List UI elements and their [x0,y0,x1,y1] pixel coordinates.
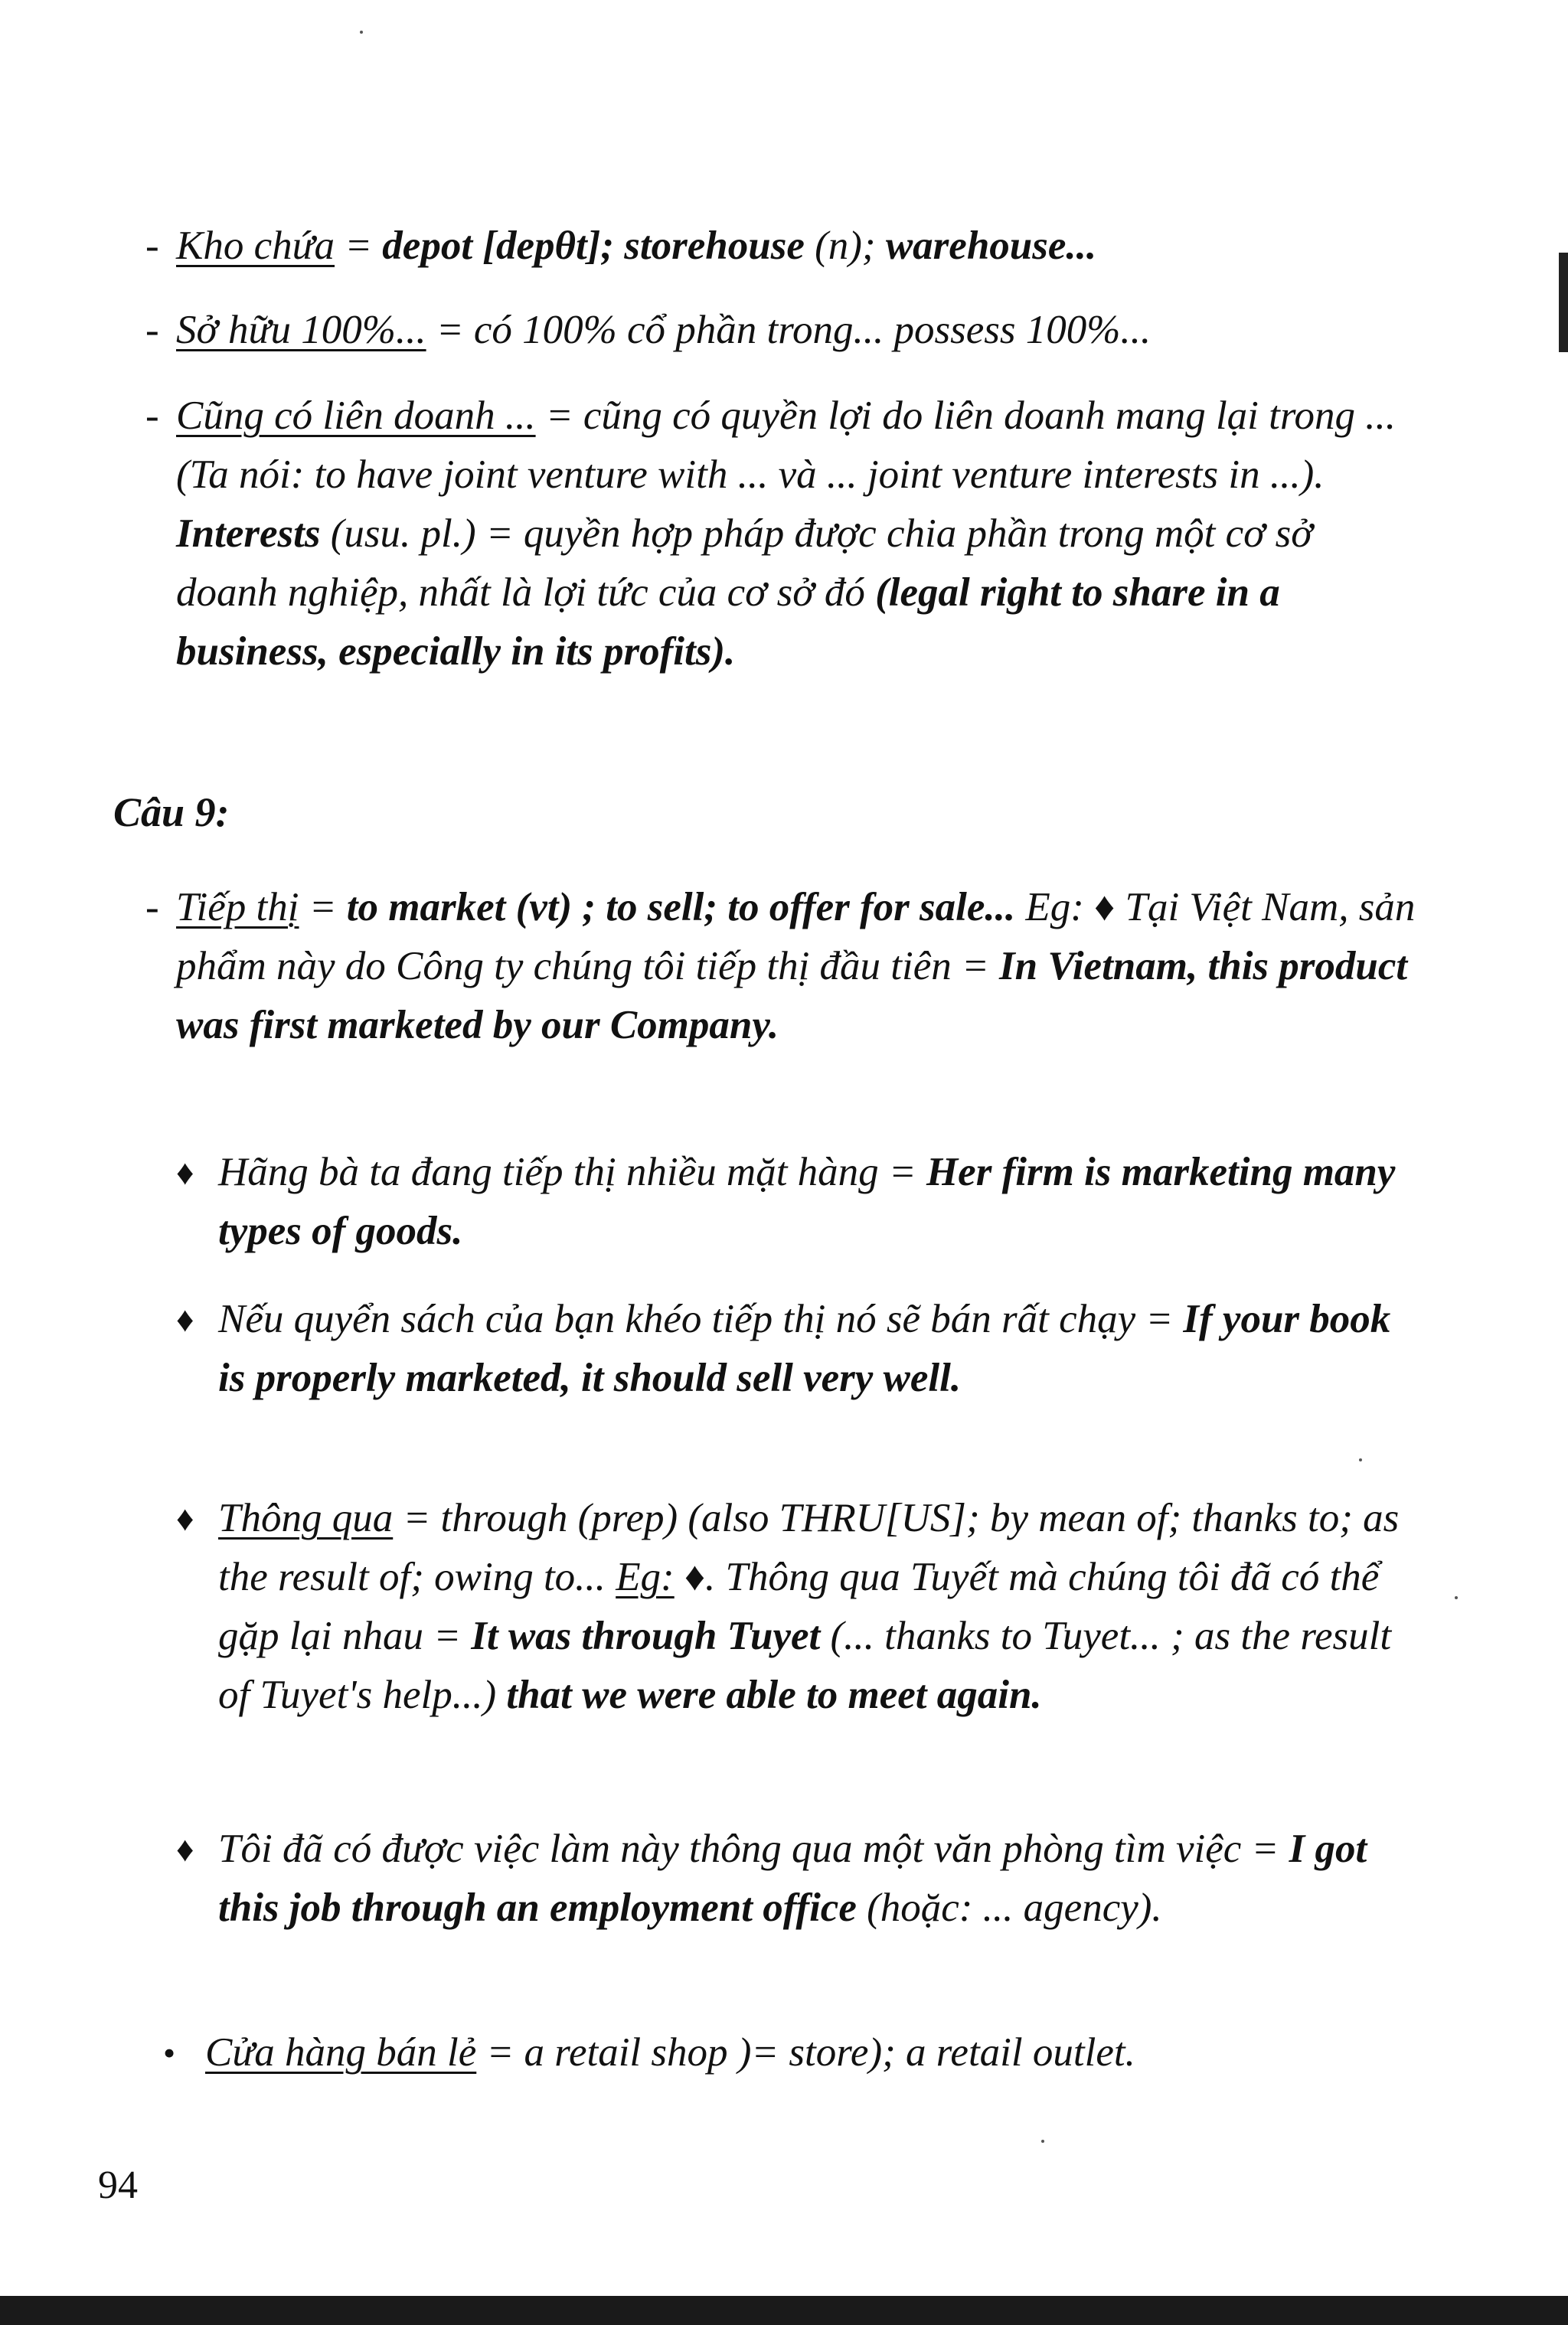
entry-thong-qua [176,1489,1424,1725]
page-number: 94 [98,2163,138,2207]
bold-text: Interests [176,511,321,556]
diamond-bullet-icon: ♦ [176,1830,194,1869]
example-neu-quyen-sach [176,1290,1424,1408]
entry-tiep-thi [145,878,1420,1055]
text: = a retail shop )= store); a retail outlet. [476,2030,1135,2075]
text: = có 100% cổ phần trong... possess 100%... [426,308,1152,352]
diamond-bullet-icon: ♦ [176,1300,194,1339]
text: = [335,224,383,268]
text: (... thanks to Tuyet... ; as the result of Tuyet's help...) [218,1614,1392,1717]
eg-label: Eg: [616,1555,675,1599]
entry-cua-hang-ban-le [163,2023,1411,2082]
entry-so-huu [145,301,1420,360]
entry-kho-chua [145,217,1420,276]
text: (n); [815,224,886,268]
scan-edge-mark [1559,253,1568,352]
bold-text: to market (vt) ; to sell; to offer for sale... [346,885,1016,929]
term: Tiếp thị [176,885,299,929]
scan-speck [1455,1596,1458,1599]
text: = [299,885,347,929]
text: Hãng bà ta đang tiếp thị nhiều mặt hàng = [218,1150,926,1194]
term: Kho chứa [176,224,335,268]
bold-text: depot [depθt]; storehouse [382,224,815,268]
bold-text: Her firm is marketing many types of goods. [218,1150,1396,1253]
term: Sở hữu 100%... [176,308,426,352]
example-toi-da-co [176,1820,1424,1938]
dash-bullet: - [145,308,159,352]
bold-text: warehouse... [885,224,1097,268]
diamond-bullet-icon: ♦ [176,1499,194,1538]
entry-cung-co-lien-doanh [145,387,1420,681]
text: (usu. pl.) = quyền hợp pháp được chia phần trong một cơ sở doanh nghiệp, nhất là lợi tức của cơ sở đó [176,511,1313,615]
bold-text: that we were able to meet again. [506,1673,1042,1717]
bold-text: (legal right to share in a business, especially in its profits). [176,570,1280,674]
scan-bottom-bar [0,2296,1568,2325]
text: ♦. Thông qua Tuyết mà chúng tôi đã có thể gặp lại nhau = [218,1555,1380,1658]
bold-text: I got this job through an employment office [218,1827,1367,1930]
term: Cửa hàng bán lẻ [205,2030,477,2075]
dash-bullet: - [145,224,159,268]
text: = through (prep) (also THRU[US]; by mean of; thanks to; as the result of; owing to... [218,1496,1400,1599]
text: Tôi đã có được việc làm này thông qua một văn phòng tìm việc = [218,1827,1289,1871]
text: Eg: ♦ Tại Việt Nam, sản phẩm này do Công ty chúng tôi tiếp thị đầu tiên = [176,885,1416,988]
scan-speck [1041,2140,1044,2143]
term: Thông qua [218,1496,394,1540]
scan-speck [360,31,363,34]
dash-bullet: - [145,885,159,929]
text: = cũng có quyền lợi do liên doanh mang lại trong ... (Ta nói: to have joint venture with ... và ... joint venture interests in ...). [176,393,1396,497]
dash-bullet: - [145,393,159,438]
bold-text: In Vietnam, this product was first marketed by our Company. [176,944,1408,1047]
text: Nếu quyển sách của bạn khéo tiếp thị nó sẽ bán rất chạy = [218,1297,1184,1341]
bold-text: It was through Tuyet [471,1614,821,1658]
term: Cũng có liên doanh ... [176,393,536,438]
dot-bullet-icon: • [163,2033,176,2072]
example-hang-ba-ta [176,1143,1424,1261]
bold-text: If your book is properly marketed, it should sell very well. [218,1297,1391,1400]
question-heading: Câu 9: [113,789,230,835]
text: (hoặc: ... agency). [856,1886,1162,1930]
scan-speck [1359,1458,1362,1461]
diamond-bullet-icon: ♦ [176,1153,194,1192]
